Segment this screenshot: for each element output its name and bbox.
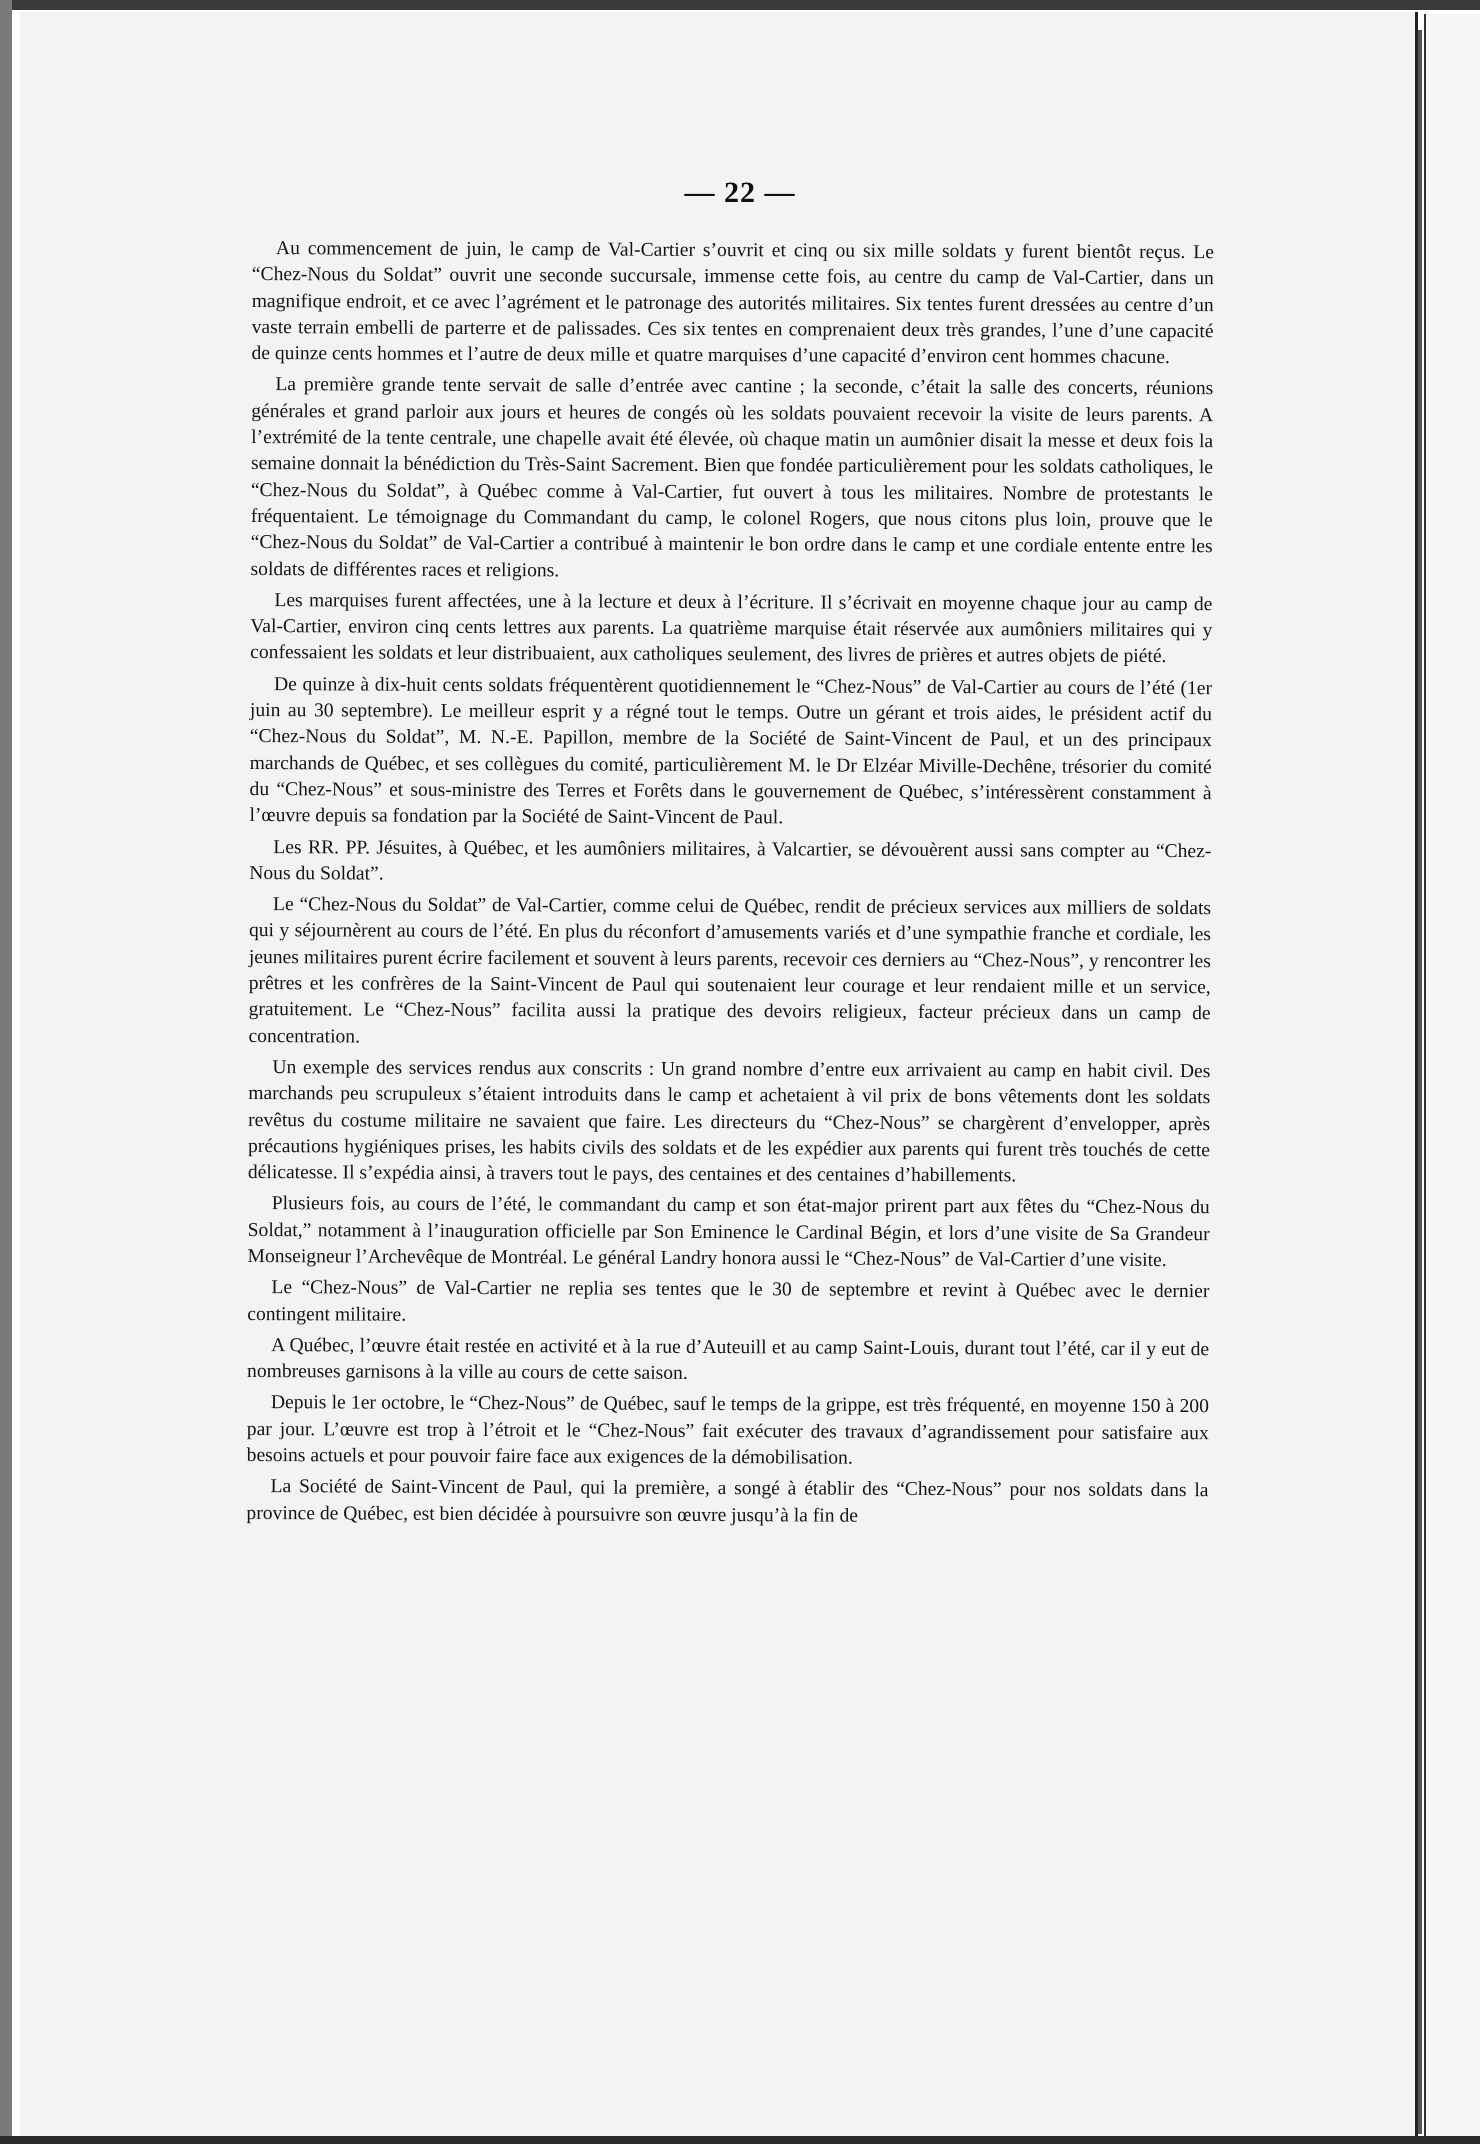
paragraph: Un exemple des services rendus aux conscrits : Un grand nombre d’entre eux arrivaient au camp en habit civil. Des marchands peu scrupuleux s’étaient introduits dans le camp et achetaient à vil prix de bons vêtements dont les soldats revêtus du costume militaire ne savaient que faire. Les directeurs du “Chez-Nous” se chargèrent d’envelopper, après précautions hygiéniques prises, les habits civils des soldats et de les expédier aux parents qui furent très touchés de cette délicatesse. Il s’expédia ainsi, à travers tout le pays, des centaines et des centaines d’habillements. xyxy=(247,1057,1211,1187)
page-shadow xyxy=(1418,30,1422,2134)
paragraph: Le “Chez-Nous du Soldat” de Val-Cartier, comme celui de Québec, rendit de précieux services aux milliers de soldats qui y séjournèrent au cours de l’été. En plus du réconfort d’amusements variés et d’une sympathie franche et cordiale, les jeunes militaires purent écrire facilement et souvent à leurs parents, recevoir ces derniers au “Chez-Nous”, y rencontrer les prêtres et les confrères de la Saint-Vincent de Paul qui soutenaient leur courage et leur rendaient mille et un service, gratuitement. Le “Chez-Nous” facilita aussi la pratique des devoirs religieux, facteur précieux dans un camp de concentration. xyxy=(248,894,1212,1048)
adjacent-page-edge xyxy=(1424,14,1480,2136)
body-text xyxy=(246,236,1214,1536)
paragraph: Les RR. PP. Jésuites, à Québec, et les aumôniers militaires, à Valcartier, se dévouèrent aussi sans compter au “Chez-Nous du Soldat”. xyxy=(249,836,1212,885)
scan-bottom-edge xyxy=(0,2136,1480,2144)
paragraph: Le “Chez-Nous” de Val-Cartier ne replia ses tentes que le 30 de septembre et revint à Québec avec le dernier contingent militaire. xyxy=(247,1277,1210,1326)
paragraph: Les marquises furent affectées, une à la lecture et deux à l’écriture. Il s’écrivait en moyenne chaque jour au camp de Val-Cartier, environ cinq cents lettres aux parents. La quatrième marquise était réservée aux aumôniers militaires qui y confessaient les soldats et leur distribuaient, aux catholiques seulement, des livres de prières et autres objets de piété. xyxy=(250,589,1213,668)
paragraph: Plusieurs fois, au cours de l’été, le commandant du camp et son état-major prirent part aux fêtes du “Chez-Nous du Soldat,” notamment à l’inauguration officielle par Son Eminence le Cardinal Bégin, et lors d’une visite de Sa Grandeur Monseigneur l’Archevêque de Montréal. Le général Landry honora aussi le “Chez-Nous” de Val-Cartier d’une visite. xyxy=(247,1193,1210,1271)
paragraph: La Société de Saint-Vincent de Paul, qui la première, a songé à établir des “Chez-Nous” pour nos soldats dans la province de Québec, est bien décidée à poursuivre son œuvre jusqu’à la fin de xyxy=(246,1476,1209,1527)
paragraph: Depuis le 1er octobre, le “Chez-Nous” de Québec, sauf le temps de la grippe, est très fréquenté, en moyenne 150 à 200 par jour. L’œuvre est trop à l’étroit et le “Chez-Nous” fait exécuter des travaux d’agrandissement pour satisfaire aux besoins actuels et pour pouvoir faire face aux exigences de la démobilisation. xyxy=(246,1392,1209,1469)
paragraph: La première grande tente servait de salle d’entrée avec cantine ; la seconde, c’était la salle des concerts, réunions générales et grand parloir aux jours et heures de congés où les soldats pouvaient recevoir la visite de leurs parents. A l’extrémité de la tente centrale, une chapelle avait été élevée, où chaque matin un aumônier disait la messe et deux fois la semaine donnait la bénédiction du Très-Saint Sacrement. Bien que fondée particulièrement pour les soldats catholiques, le “Chez-Nous du Soldat”, à Québec comme à Val-Cartier, fut ouvert à tous les militaires. Nombre de protestants le fréquentaient. Le témoignage du Commandant du camp, le colonel Rogers, que nous citons plus loin, prouve que le “Chez-Nous du Soldat” de Val-Cartier a contribué à maintenir le bon ordre dans le camp et une cordiale entente entre les soldats de différentes races et religions. xyxy=(250,374,1214,581)
scan-top-edge xyxy=(0,0,1480,10)
page-number: — 22 — xyxy=(684,176,796,209)
scan-left-edge xyxy=(0,0,12,2144)
paragraph: De quinze à dix-huit cents soldats fréquentèrent quotidiennement le “Chez-Nous” de Val-Cartier au cours de l’été (1er juin au 30 septembre). Le meilleur esprit y a régné tout le temps. Outre un gérant et trois aides, le président actif du “Chez-Nous du Soldat”, M. N.-E. Papillon, membre de la Société de Saint-Vincent de Paul, et un des principaux marchands de Québec, et ses collègues du comité, particulièrement M. le Dr Elzéar Miville-Dechêne, trésorier du comité du “Chez-Nous” et sous-ministre des Terres et Forêts dans le gouvernement de Québec, s’intéressèrent constamment à l’œuvre depuis sa fondation par la Société de Saint-Vincent de Paul. xyxy=(249,673,1213,829)
paragraph: Au commencement de juin, le camp de Val-Cartier s’ouvrit et cinq ou six mille soldats y furent bientôt reçus. Le “Chez-Nous du Soldat” ouvrit une seconde succursale, immense cette fois, au centre du camp de Val-Cartier, dans un magnifique endroit, et ce avec l’agrément et le patronage des autorités militaires. Six tentes furent dressées au centre d’un vaste terrain embelli de parterre et de palissades. Ces six tentes en comprenaient deux très grandes, l’une d’une capacité de quinze cents hommes et l’autre de deux mille et quatre marquises d’une capacité d’environ cent hommes chacune. xyxy=(251,238,1214,369)
paragraph: A Québec, l’œuvre était restée en activité et à la rue d’Auteuill et au camp Saint-Louis, durant tout l’été, car il y eut de nombreuses garnisons à la ville au cours de cette saison. xyxy=(246,1334,1210,1385)
